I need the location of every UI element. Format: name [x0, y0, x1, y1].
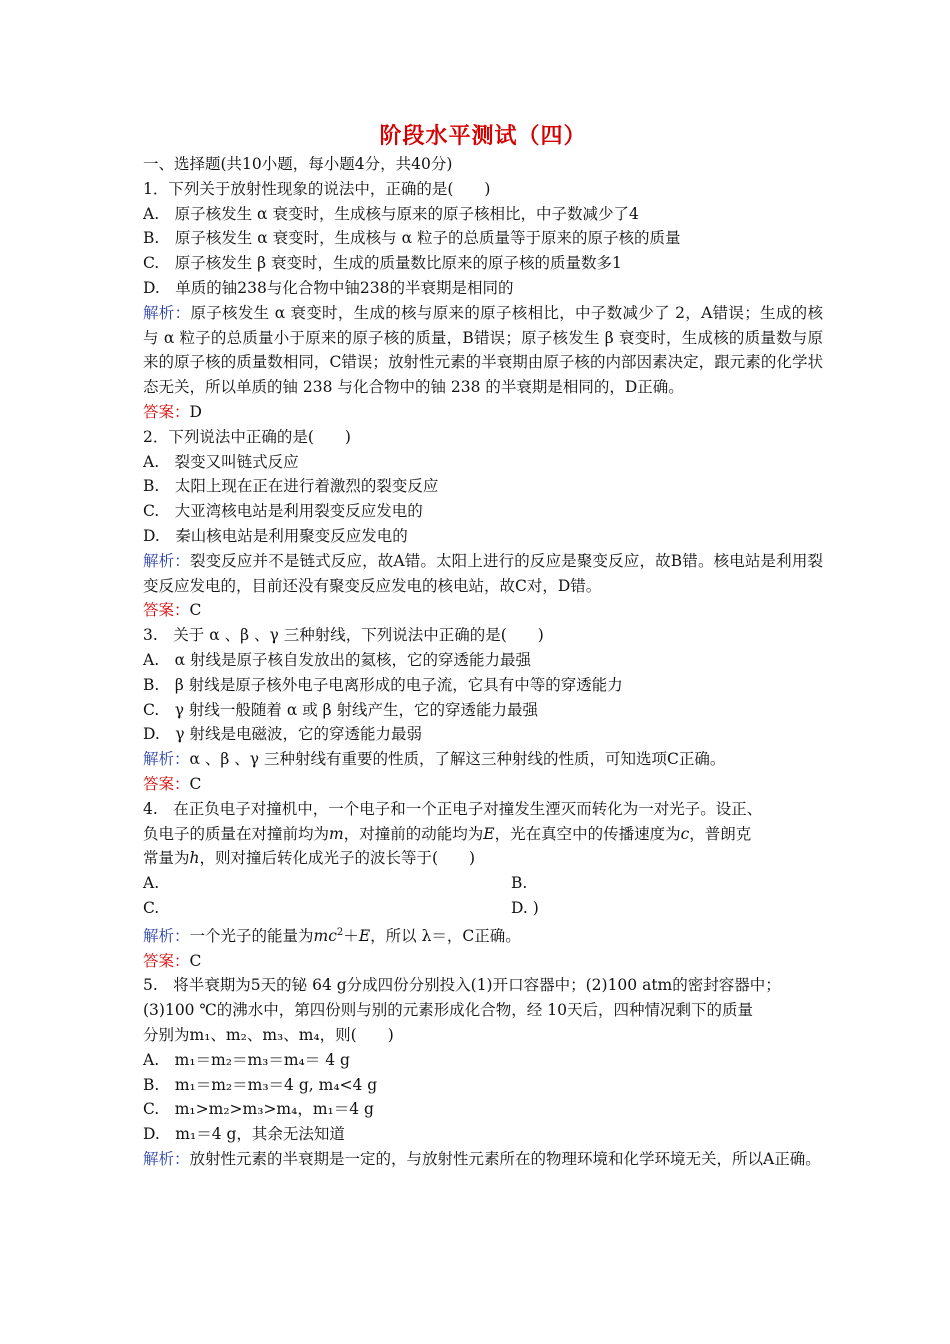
stem-text: ，对撞前的动能均为: [343, 824, 484, 843]
question-4-options-cd: [143, 896, 823, 921]
analysis-label: 解析：: [143, 926, 190, 945]
variable-e: E: [358, 926, 371, 945]
question-2-option-a: A. 裂变又叫链式反应: [143, 452, 299, 471]
answer-label: 答案：: [143, 601, 190, 620]
analysis-text: ＋: [343, 926, 359, 945]
question-5-stem-line1: 5. 将半衰期为5天的铋 64 g分成四份分别投入(1)开口容器中；(2)100 atm的密封容器中；: [143, 976, 781, 995]
question-1-option-b: B. 原子核发生 α 衰变时，生成核与 α 粒子的总质量等于原来的原子核的质量: [143, 229, 681, 248]
question-5-option-d: D. m₁＝4 g，其余无法知道: [143, 1125, 345, 1144]
analysis-text: 一个光子的能量为: [189, 926, 314, 945]
question-1-stem: 1．下列关于放射性现象的说法中，正确的是( ): [143, 179, 491, 198]
question-5-option-a: A. m₁＝m₂＝m₃＝m₄＝ 4 g: [143, 1050, 350, 1069]
analysis-text: α 、β 、γ 三种射线有重要的性质，了解这三种射线的性质，可知选项C正确。: [189, 750, 726, 769]
question-2-option-d: D. 秦山核电站是利用聚变反应发电的: [143, 526, 408, 545]
question-4-answer: [143, 949, 823, 974]
analysis-label: 解析：: [143, 750, 190, 769]
document-page: [143, 120, 823, 1172]
stem-text: 负电子的质量在对撞前均为: [143, 824, 330, 843]
analysis-text: 原子核发生 α 衰变时，生成的核与原来的原子核相比，中子数减少了 2，A错误；生成的核与 α 粒子的总质量小于原来的原子核的质量，B错误；原子核发生 β 衰变时，生成核的质量数与原来的原子核的质量数相同，C错误；放射性元素的半衰期由原子核的内部因素决定，跟元素的化学状态无关，所以单质的铀 238 与化合物中的铀 238 的半衰期是相同的，D正确。: [143, 303, 823, 397]
variable-m: m: [329, 824, 344, 843]
question-2-stem: 2．下列说法中正确的是( ): [143, 427, 351, 446]
answer-value: D: [189, 402, 202, 421]
question-3-option-d: D. γ 射线是电磁波，它的穿透能力最弱: [143, 725, 422, 744]
question-1-option-a: A. 原子核发生 α 衰变时，生成核与原来的原子核相比，中子数减少了4: [143, 204, 639, 223]
question-3-option-b: B. β 射线是原子核外电子电离形成的电子流，它具有中等的穿透能力: [143, 675, 623, 694]
question-1-option-c: C. 原子核发生 β 衰变时，生成的质量数比原来的原子核的质量数多1: [143, 254, 622, 273]
answer-value: C: [189, 774, 202, 793]
analysis-label: 解析：: [143, 551, 190, 570]
question-3-option-c: C. γ 射线一般随着 α 或 β 射线产生，它的穿透能力最强: [143, 700, 539, 719]
variable-c: c: [680, 824, 690, 843]
page-title: 阶段水平测试（四）: [379, 123, 587, 149]
question-1-analysis: [143, 301, 823, 400]
answer-label: 答案：: [143, 951, 190, 970]
question-2-option-c: C. 大亚湾核电站是利用裂变反应发电的: [143, 502, 423, 521]
question-3-option-a: A. α 射线是原子核自发放出的氦核，它的穿透能力最强: [143, 650, 532, 669]
variable-h: h: [189, 849, 200, 868]
question-5-analysis: [143, 1147, 823, 1172]
stem-text: 常量为: [143, 849, 190, 868]
variable-e: E: [483, 824, 495, 843]
question-4-analysis: [143, 921, 823, 949]
stem-text: ，普朗克: [689, 824, 752, 843]
question-3-analysis: [143, 747, 823, 772]
question-4-option-b: B.: [511, 874, 528, 893]
question-3-answer: [143, 772, 823, 797]
question-2-answer: [143, 598, 823, 623]
question-5-option-b: B. m₁＝m₂＝m₃＝4 g, m₄<4 g: [143, 1075, 378, 1094]
question-4-stem-line3: [143, 846, 823, 871]
answer-label: 答案：: [143, 402, 190, 421]
answer-value: C: [189, 951, 202, 970]
question-2-option-b: B. 太阳上现在正在进行着激烈的裂变反应: [143, 477, 439, 496]
question-4-stem-line1: 4. 在正负电子对撞机中，一个电子和一个正电子对撞发生湮灭而转化为一对光子。设正、: [143, 799, 763, 818]
stem-text: ，光在真空中的传播速度为: [494, 824, 681, 843]
superscript: 2: [336, 926, 344, 938]
analysis-text: 裂变反应并不是链式反应，故A错。太阳上进行的反应是聚变反应，故B错。核电站是利用裂变反应发电的，目前还没有聚变反应发电的核电站，故C对，D错。: [143, 551, 823, 595]
question-3-stem: 3. 关于 α 、β 、γ 三种射线，下列说法中正确的是( ): [143, 626, 544, 645]
question-5-option-c: C. m₁>m₂>m₃>m₄，m₁＝4 g: [143, 1100, 374, 1119]
question-4-option-d: D. ): [511, 898, 539, 917]
stem-text: ，则对撞后转化成光子的波长等于( ): [199, 849, 476, 868]
section-heading: 一、选择题(共10小题，每小题4分，共40分): [143, 155, 453, 173]
question-5-stem-line2: (3)100 ℃的沸水中，第四份则与别的元素形成化合物，经 10天后，四种情况剩下的质量: [143, 1001, 753, 1020]
question-5-stem-line3: 分别为m₁、m₂、m₃、m₄，则( ): [143, 1026, 394, 1045]
answer-value: C: [189, 601, 202, 620]
variable-mc: mc: [313, 926, 337, 945]
question-1-answer: [143, 400, 823, 425]
question-4-options-ab: [143, 871, 823, 896]
question-4-stem-line2: [143, 822, 823, 847]
analysis-text: ，所以 λ＝，C正确。: [370, 926, 521, 945]
analysis-label: 解析：: [143, 303, 191, 322]
question-1-option-d: D. 单质的铀238与化合物中铀238的半衰期是相同的: [143, 278, 514, 297]
question-4-option-c: C.: [143, 898, 160, 917]
question-4-option-a: A.: [143, 874, 160, 893]
analysis-text: 放射性元素的半衰期是一定的，与放射性元素所在的物理环境和化学环境无关，所以A正确。: [189, 1150, 821, 1169]
analysis-label: 解析：: [143, 1150, 190, 1169]
answer-label: 答案：: [143, 774, 190, 793]
question-2-analysis: [143, 549, 823, 599]
